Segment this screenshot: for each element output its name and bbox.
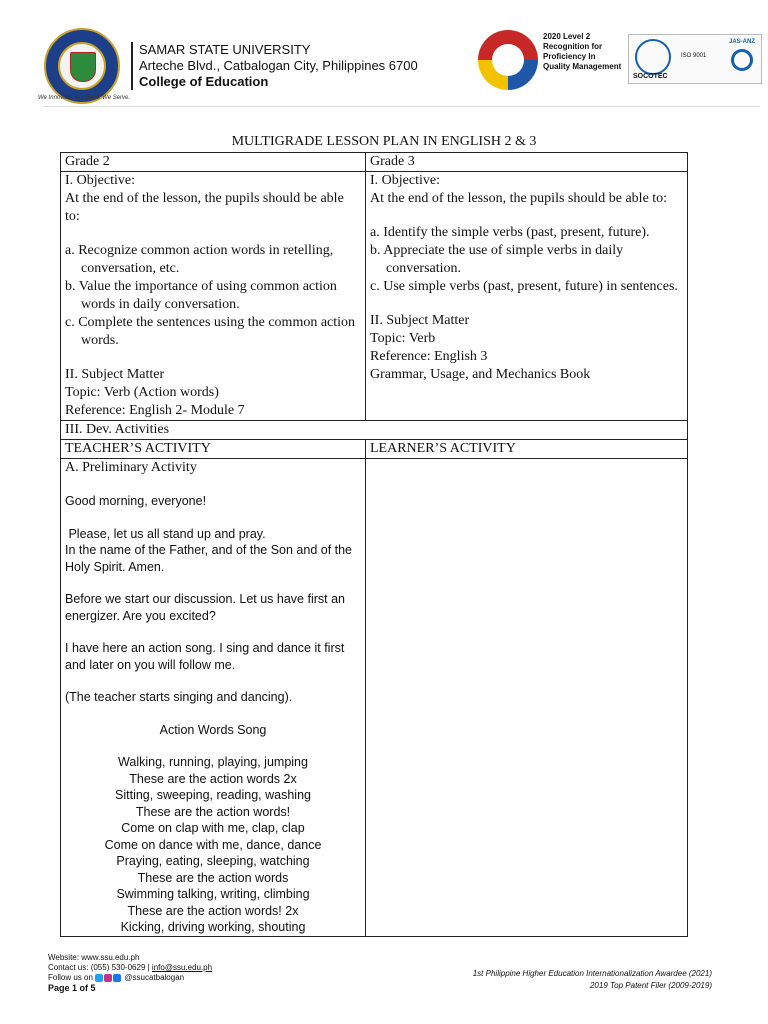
grade-header-row (61, 153, 688, 172)
socotec-label: SOCOTEC (633, 73, 668, 80)
quality-award-seal-logo (478, 30, 538, 90)
energizer-text: Before we start our discussion. Let us have first an energizer. Are you excited? (65, 592, 345, 623)
list-item: Kicking, driving working, shouting (120, 920, 306, 934)
grade3-heading: Grade 3 (366, 153, 688, 172)
action-song-intro: I have here an action song. I sing and dance it first and later on you will follow me. (65, 641, 345, 672)
list-item: These are the action words 2x (129, 771, 297, 786)
footer-contact-line: Contact us: (055) 530-0629 | info@ssu.edu.ph (48, 963, 213, 972)
jas-anz-label: JAS-ANZ (729, 39, 756, 45)
jas-anz-logo-icon (731, 49, 753, 71)
grade3-topic: Topic: Verb (370, 331, 436, 346)
footer-awards (473, 968, 712, 992)
university-name: SAMAR STATE UNIVERSITY (139, 42, 311, 57)
page-number: Page 1 of 5 (48, 983, 96, 993)
header-rule (44, 106, 760, 107)
activities-heading-row (61, 421, 688, 440)
footer-social: Follow us on @ssucatbalogan (48, 973, 185, 982)
list-item: b. Appreciate the use of simple verbs in daily conversation. (370, 243, 624, 276)
email-link[interactable]: info@ssu.edu.ph (151, 963, 213, 972)
letterhead (0, 0, 768, 110)
iso-label: ISO 9001 (681, 53, 707, 59)
learner-activity-cell (366, 459, 688, 937)
grade3-reference-book: Grammar, Usage, and Mechanics Book (370, 367, 591, 382)
grade2-heading: Grade 2 (61, 153, 366, 172)
grade2-objective-heading: I. Objective: (65, 173, 135, 188)
list-item: Swimming talking, writing, climbing (116, 887, 310, 901)
learner-activity-heading: LEARNER’S ACTIVITY (366, 440, 688, 459)
footer-website: Website: www.ssu.edu.ph (48, 953, 140, 962)
facebook-icon[interactable] (113, 974, 121, 982)
list-item: These are the action words! (135, 804, 291, 819)
list-item: These are the action words! 2x (127, 903, 299, 918)
song-lyrics (65, 754, 361, 936)
activity-columns-row (61, 440, 688, 459)
teacher-note: (The teacher starts singing and dancing). (65, 690, 293, 704)
greeting-text: Good morning, everyone! (65, 494, 207, 508)
preliminary-activity-heading: A. Preliminary Activity (65, 460, 197, 475)
grade2-reference: Reference: English 2- Module 7 (65, 403, 245, 418)
prayer-text: Please, let us all stand up and pray. (65, 526, 266, 541)
header-divider (131, 42, 133, 90)
teacher-activity-cell (61, 459, 366, 937)
certification-logos (628, 34, 762, 84)
shield-icon (70, 52, 96, 82)
list-item: b. Value the importance of using common action words in daily conversation. (65, 279, 337, 312)
footer-award-1: 1st Philippine Higher Education Internationalization Awardee (2021) (472, 969, 712, 978)
twitter-icon[interactable] (95, 974, 103, 982)
footer-award-2: 2019 Top Patent Filer (2009-2019) (589, 981, 712, 990)
instagram-icon[interactable] (104, 974, 112, 982)
list-item: a. Identify the simple verbs (past, present, future). (370, 225, 650, 240)
document-title: MULTIGRADE LESSON PLAN IN ENGLISH 2 & 3 (231, 134, 537, 149)
grade3-reference: Reference: English 3 (370, 349, 488, 364)
award-text: 2020 Level 2 Recognition for Proficiency In Quality Management (543, 32, 622, 71)
socotec-logo-icon (635, 39, 671, 75)
grade2-objectives-cell (61, 172, 366, 421)
grade2-subject-heading: II. Subject Matter (65, 367, 165, 382)
list-item: Come on dance with me, dance, dance (104, 837, 322, 852)
list-item: c. Complete the sentences using the common action words. (65, 315, 356, 348)
list-item: Sitting, sweeping, reading, washing (115, 788, 311, 802)
teacher-activity-heading: TEACHER’S ACTIVITY (61, 440, 366, 459)
university-address: Arteche Blvd., Catbalogan City, Philippines 6700 (139, 58, 418, 73)
prayer-text-2: In the name of the Father, and of the Son and of the Holy Spirit. Amen. (65, 543, 353, 574)
objectives-row (61, 172, 688, 421)
list-item: Praying, eating, sleeping, watching (116, 854, 310, 868)
grade2-objective-list (65, 242, 361, 350)
list-item: a. Recognize common action words in retelling, conversation, etc. (65, 243, 334, 276)
activity-content-row (61, 459, 688, 937)
teacher-script (65, 477, 361, 936)
grade3-objective-list (370, 224, 683, 296)
footer-contact (48, 953, 212, 993)
lesson-plan-table (60, 152, 688, 937)
grade3-subject-heading: II. Subject Matter (370, 313, 470, 328)
grade3-objective-heading: I. Objective: (370, 173, 440, 188)
grade3-objective-intro: At the end of the lesson, the pupils should be able to: (370, 191, 668, 206)
university-seal-logo (44, 28, 120, 104)
grade2-topic: Topic: Verb (Action words) (65, 385, 219, 400)
university-tagline: We Innovate. We Build. We Serve. (38, 95, 131, 101)
list-item: These are the action words (137, 870, 289, 885)
grade3-objectives-cell (366, 172, 688, 421)
list-item: c. Use simple verbs (past, present, future) in sentences. (370, 279, 678, 294)
dev-activities-heading: III. Dev. Activities (61, 421, 688, 440)
list-item: Come on clap with me, clap, clap (121, 821, 305, 835)
college-name: College of Education (139, 74, 269, 89)
grade2-objective-intro: At the end of the lesson, the pupils should be able to: (65, 191, 344, 224)
song-title: Action Words Song (159, 722, 267, 737)
list-item: Walking, running, playing, jumping (118, 755, 308, 769)
social-handle: @ssucatbalogan (124, 973, 185, 982)
